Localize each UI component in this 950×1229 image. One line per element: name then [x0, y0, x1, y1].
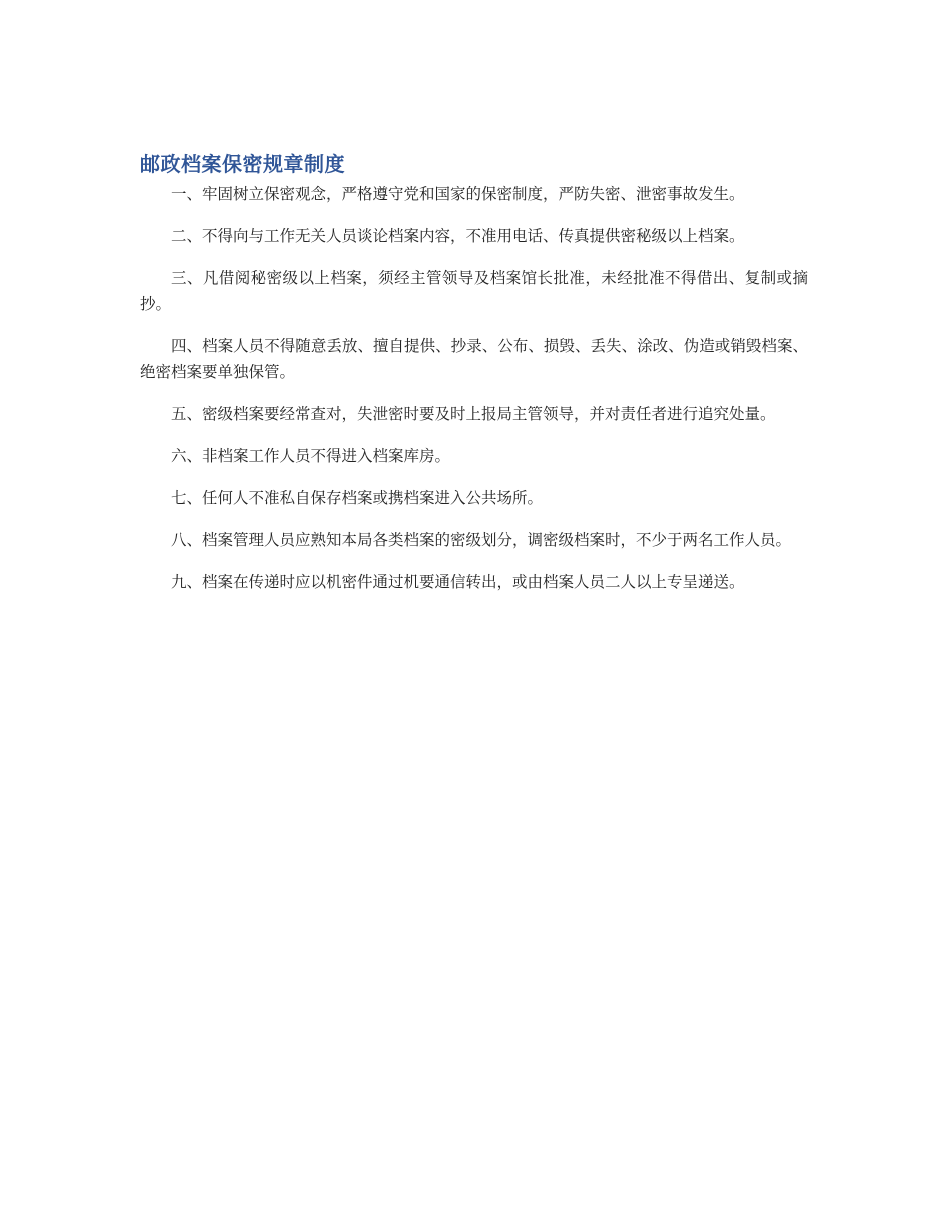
- clause-7: 七、任何人不准私自保存档案或携档案进入公共场所。: [171, 489, 544, 507]
- clause-9: 九、档案在传递时应以机密件通过机要通信转出，或由档案人员二人以上专呈递送。: [171, 573, 745, 591]
- clause-list: [140, 181, 808, 595]
- clause-2: 二、不得向与工作无关人员谈论档案内容，不准用电话、传真提供密秘级以上档案。: [171, 227, 745, 245]
- clause-5: 五、密级档案要经常查对，失泄密时要及时上报局主管领导，并对责任者进行追究处量。: [171, 405, 776, 423]
- clause-1: 一、牢固树立保密观念，严格遵守党和国家的保密制度，严防失密、泄密事故发生。: [171, 185, 745, 203]
- document-body: [140, 150, 808, 611]
- clause-8: 八、档案管理人员应熟知本局各类档案的密级划分，调密级档案时，不少于两名工作人员。: [171, 531, 792, 549]
- clause-6: 六、非档案工作人员不得进入档案库房。: [171, 447, 451, 465]
- document-title: 邮政档案保密规章制度: [140, 152, 345, 176]
- clause-3: 三、凡借阅秘密级以上档案，须经主管领导及档案馆长批准，未经批准不得借出、复制或摘抄。: [140, 269, 808, 313]
- clause-4: 四、档案人员不得随意丢放、擅自提供、抄录、公布、损毁、丢失、涂改、伪造或销毁档案、绝密档案要单独保管。: [140, 337, 808, 381]
